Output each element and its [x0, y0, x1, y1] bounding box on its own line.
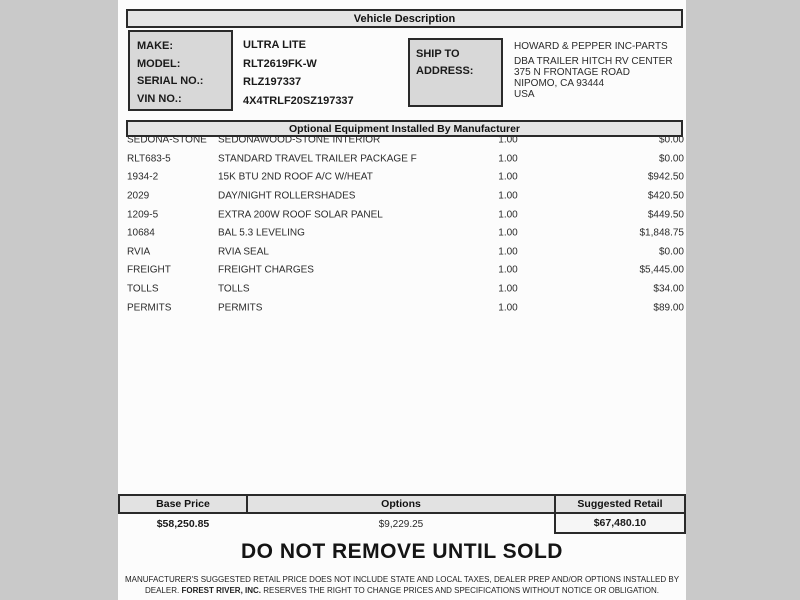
- equipment-price: $942.50: [647, 171, 684, 183]
- equipment-code: 10684: [127, 227, 155, 239]
- serial-no-label: SERIAL NO.:: [137, 75, 204, 87]
- equipment-description: 15K BTU 2ND ROOF A/C W/HEAT: [218, 171, 373, 183]
- model-label: MODEL:: [137, 57, 181, 70]
- equipment-price: $89.00: [653, 302, 684, 314]
- equipment-row: [118, 298, 686, 317]
- disclaimer-part1: MANUFACTURER'S SUGGESTED RETAIL PRICE DOES NOT INCLUDE STATE AND LOCAL TAXES, DEALER PREP AND/OR OPTIONS INSTALLED BY DEALER.: [124, 575, 680, 595]
- suggested-retail-header: Suggested Retail: [554, 494, 686, 514]
- equipment-price: $0.00: [658, 246, 684, 258]
- equipment-row: [118, 131, 686, 150]
- vehicle-description-header: [126, 9, 683, 28]
- optional-equipment-title: Optional Equipment Installed By Manufacturer: [288, 122, 521, 135]
- equipment-table: [118, 131, 686, 317]
- equipment-code: SEDONA-STONE: [127, 134, 207, 146]
- equipment-description: FREIGHT CHARGES: [218, 264, 314, 276]
- equipment-description: PERMITS: [218, 302, 263, 314]
- vin-no-value: 4X4TRLF20SZ197337: [243, 94, 354, 107]
- do-not-remove-notice: DO NOT REMOVE UNTIL SOLD: [241, 540, 563, 563]
- equipment-price: $449.50: [647, 209, 684, 221]
- equipment-price: $34.00: [653, 283, 684, 295]
- pricing-table-values: [118, 514, 686, 534]
- equipment-description: BAL 5.3 LEVELING: [218, 227, 305, 239]
- equipment-qty: 1.00: [498, 209, 518, 221]
- equipment-row: [118, 168, 686, 187]
- equipment-qty: 1.00: [498, 153, 518, 165]
- equipment-description: SEDONAWOOD-STONE INTERIOR: [218, 134, 381, 146]
- ship-to-box: [408, 38, 503, 107]
- equipment-description: EXTRA 200W ROOF SOLAR PANEL: [218, 209, 383, 221]
- equipment-code: 1934-2: [127, 171, 159, 183]
- equipment-qty: 1.00: [498, 283, 518, 295]
- address-line: NIPOMO, CA 93444: [514, 77, 605, 89]
- equipment-qty: 1.00: [498, 171, 518, 183]
- equipment-code: 2029: [127, 190, 150, 202]
- equipment-qty: 1.00: [498, 264, 518, 276]
- equipment-row: [118, 187, 686, 206]
- equipment-code: FREIGHT: [127, 264, 171, 276]
- equipment-qty: 1.00: [498, 134, 518, 146]
- equipment-price: $0.00: [658, 134, 684, 146]
- equipment-description: RVIA SEAL: [218, 246, 269, 258]
- equipment-price: $5,445.00: [639, 264, 684, 276]
- base-price-value: $58,250.85: [156, 518, 210, 530]
- equipment-qty: 1.00: [498, 190, 518, 202]
- suggested-retail-value: $67,480.10: [554, 514, 686, 534]
- equipment-price: $420.50: [647, 190, 684, 202]
- equipment-code: RVIA: [127, 246, 151, 258]
- equipment-code: TOLLS: [127, 283, 159, 295]
- vin-no-label: VIN NO.:: [137, 92, 182, 105]
- equipment-description: TOLLS: [218, 283, 250, 295]
- options-value: $9,229.25: [378, 518, 424, 530]
- equipment-price: $1,848.75: [639, 227, 684, 239]
- equipment-qty: 1.00: [498, 246, 518, 258]
- equipment-qty: 1.00: [498, 302, 518, 314]
- ship-to-label: SHIP TO: [416, 48, 460, 60]
- make-value: ULTRA LITE: [243, 39, 306, 51]
- pricing-table-header: [118, 494, 686, 514]
- equipment-row: [118, 224, 686, 243]
- equipment-description: STANDARD TRAVEL TRAILER PACKAGE F: [218, 153, 417, 165]
- disclaimer-company-name: FOREST RIVER, INC.: [181, 585, 262, 595]
- equipment-row: [118, 243, 686, 262]
- model-value: RLT2619FK-W: [243, 57, 317, 70]
- ship-to-address: [514, 41, 673, 100]
- equipment-qty: 1.00: [498, 227, 518, 239]
- base-price-header: Base Price: [118, 494, 248, 514]
- address-line: DBA TRAILER HITCH RV CENTER: [514, 55, 673, 67]
- equipment-code: 1209-5: [127, 209, 159, 221]
- document-page: [118, 0, 686, 600]
- address-line: HOWARD & PEPPER INC-PARTS: [514, 41, 668, 52]
- equipment-row: [118, 150, 686, 169]
- make-label: MAKE:: [137, 40, 174, 52]
- vehicle-info-values: [243, 36, 354, 110]
- address-label: ADDRESS:: [416, 65, 474, 77]
- address-line: USA: [514, 88, 535, 100]
- disclaimer-part2: RESERVES THE RIGHT TO CHANGE PRICES AND SPECIFICATIONS WITHOUT NOTICE OR OBLIGATION.: [263, 585, 660, 595]
- vehicle-info-box: [128, 30, 233, 111]
- equipment-row: [118, 205, 686, 224]
- address-line: 375 N FRONTAGE ROAD: [514, 66, 630, 78]
- equipment-code: RLT683-5: [127, 153, 171, 165]
- equipment-price: $0.00: [658, 153, 684, 165]
- serial-no-value: RLZ197337: [243, 76, 302, 88]
- equipment-row: [118, 280, 686, 299]
- options-header: Options: [246, 494, 556, 514]
- vehicle-description-title: Vehicle Description: [353, 12, 456, 25]
- equipment-code: PERMITS: [127, 302, 172, 314]
- equipment-description: DAY/NIGHT ROLLERSHADES: [218, 190, 356, 202]
- equipment-row: [118, 261, 686, 280]
- disclaimer-text: [122, 575, 682, 596]
